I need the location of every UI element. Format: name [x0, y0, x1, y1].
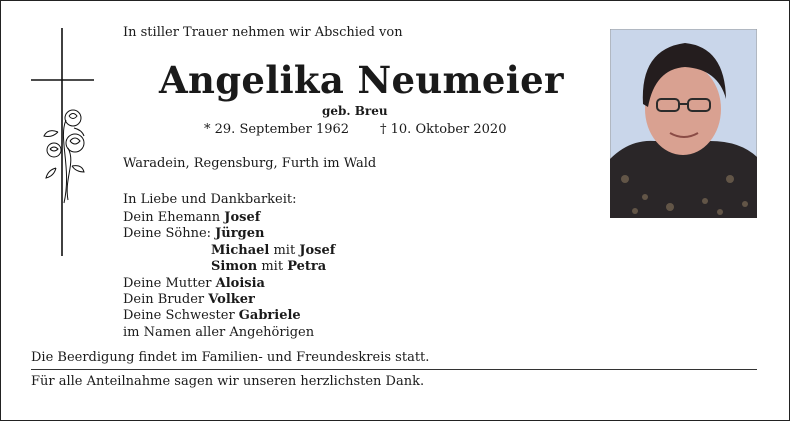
places-text: Waradein, Regensburg, Furth im Wald	[123, 156, 377, 171]
maiden-name: geb. Breu	[322, 104, 388, 118]
mourner-row: Dein Ehemann Josef	[123, 210, 261, 225]
mourners-list	[123, 210, 335, 341]
mourner-name: Aloisia	[215, 275, 265, 291]
closing-line: im Namen aller Angehörigen	[123, 324, 315, 340]
intro-text: In stiller Trauer nehmen wir Abschied von	[123, 25, 403, 40]
mourner-name: Michael	[211, 242, 270, 258]
birth-date: * 29. September 1962	[204, 122, 350, 137]
mourner-name: Gabriele	[238, 308, 301, 324]
cross-with-roses-icon	[28, 28, 98, 258]
mourner-row: Simon mit Petra	[211, 259, 327, 275]
thanks-note: Für alle Anteilnahme sagen wir unseren herzlichsten Dank.	[31, 374, 425, 389]
mourner-partner-name: Petra	[287, 259, 327, 275]
deceased-name: Angelika Neumeier	[159, 58, 564, 102]
mourner-name: Simon	[211, 259, 258, 275]
mourner-row: Deine Söhne: Jürgen	[123, 226, 265, 242]
mourner-name: Volker	[208, 292, 255, 308]
death-date: † 10. Oktober 2020	[380, 122, 507, 137]
mourner-row: Deine Schwester Gabriele	[123, 308, 301, 324]
mourner-partner-name: Josef	[299, 242, 336, 258]
mourner-row: Deine Mutter Aloisia	[123, 275, 265, 291]
mourner-name: Josef	[224, 210, 261, 225]
divider	[31, 369, 757, 370]
mourner-row: Dein Bruder Volker	[123, 292, 255, 308]
portrait-photo	[610, 29, 757, 218]
mourner-row: Michael mit Josef	[211, 242, 336, 258]
funeral-note: Die Beerdigung findet im Familien- und Freundeskreis statt.	[31, 350, 430, 365]
mourners-heading: In Liebe und Dankbarkeit:	[123, 192, 297, 207]
mourner-name: Jürgen	[215, 226, 265, 242]
